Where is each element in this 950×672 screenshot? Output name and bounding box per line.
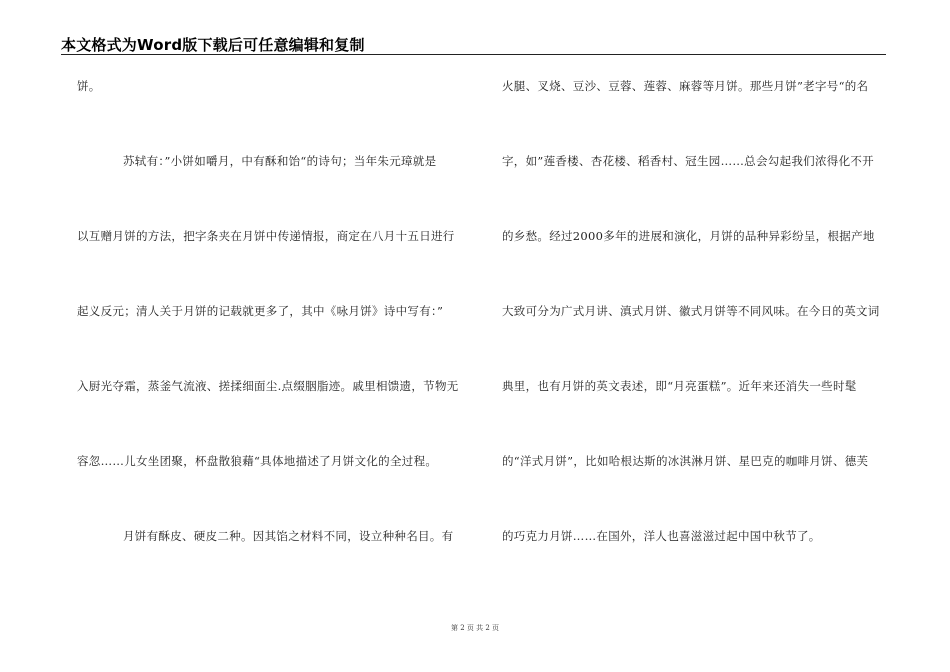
text-line: 典里，也有月饼的英文表述，即“月亮蛋糕”。近年来还消失一些时髦 xyxy=(502,379,857,393)
text-line: 苏轼有：”小饼如嚼月，中有酥和饴“的诗句；当年朱元璋就是 xyxy=(123,154,437,168)
text-line: 月饼有酥皮、硬皮二种。因其馅之材料不同，设立种种名目。有 xyxy=(123,529,454,543)
page-number-footer: 第 2 页 共 2 页 xyxy=(450,624,500,632)
text-line: 起义反元；清人关于月饼的记载就更多了，其中《咏月饼》诗中写有：” xyxy=(77,304,444,318)
text-line: 的巧克力月饼……在国外，洋人也喜滋滋过起中国中秋节了。 xyxy=(502,529,821,543)
text-line: 字，如”莲香楼、杏花楼、稻香村、冠生园……总会勾起我们浓得化不开 xyxy=(502,154,874,168)
text-line: 的乡愁。经过2000多年的进展和演化，月饼的品种异彩纷呈，根据产地 xyxy=(502,229,875,243)
text-line: 的“洋式月饼”，比如哈根达斯的冰淇淋月饼、星巴克的咖啡月饼、德芙 xyxy=(502,454,869,468)
header-divider xyxy=(61,54,886,55)
text-line: 以互赠月饼的方法，把字条夹在月饼中传递情报，商定在八月十五日进行 xyxy=(77,229,455,243)
text-line: 火腿、叉烧、豆沙、豆蓉、莲蓉、麻蓉等月饼。那些月饼”老字号“的名 xyxy=(502,79,869,93)
document-header-title: 本文格式为Word版下载后可任意编辑和复制 xyxy=(61,36,365,54)
text-line: 容忽……儿女坐团聚，杯盘散狼藉“具体地描述了月饼文化的全过程。 xyxy=(77,454,438,468)
text-line: 饼。 xyxy=(77,79,101,93)
text-line: 入厨光夺霜，蒸釜气流液、搓揉细面尘.点缀胭脂迹。戚里相馈遗，节物无 xyxy=(77,379,459,393)
text-line: 大致可分为广式月讲、滇式月饼、徽式月饼等不同风味。在今日的英文词 xyxy=(502,304,880,318)
